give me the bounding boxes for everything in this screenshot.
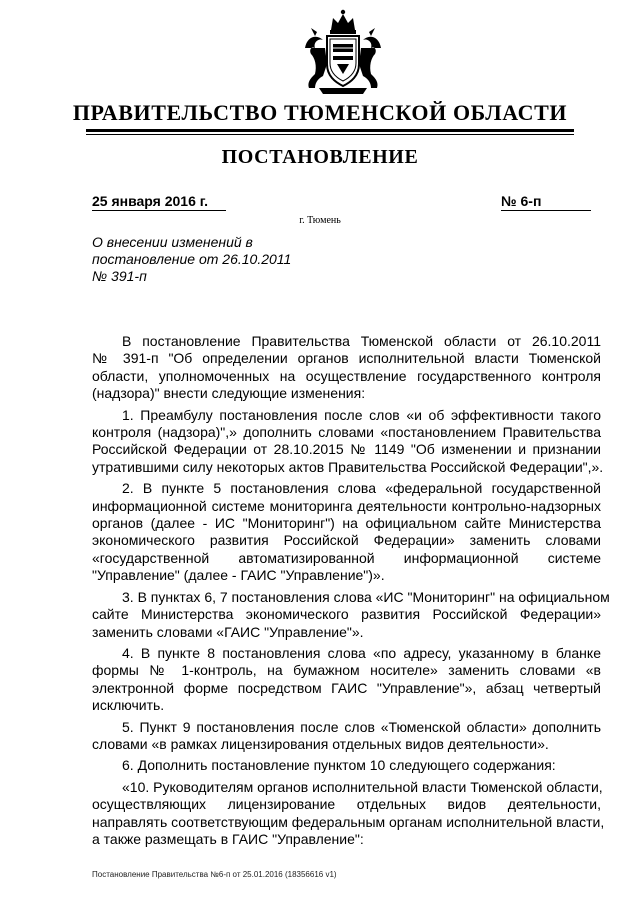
paragraph (92, 719, 601, 754)
paragraph-line: 1. Преамбулу постановления после слов «и об эффективности такого (122, 406, 601, 423)
paragraph-line: направлять соответствующим федеральным органам исполнительной власти, (92, 813, 605, 830)
paragraph-line: области, уполномоченных на осуществление государственного контроля (92, 367, 601, 384)
document-footer: Постановление Правительства №6-п от 25.01.2016 (18356616 v1) (92, 870, 337, 879)
paragraph-line: формы № 1-контроль, на бумажном носителе» заменить словами «в (92, 662, 601, 679)
paragraph (92, 480, 601, 584)
paragraph-line: органов (далее - ИС "Мониторинг") на официальном сайте Министерства (92, 515, 601, 532)
paragraph-line: заменить словами «ГАИС "Управление"». (92, 623, 364, 640)
paragraph-line: № 391-п "Об определении органов исполнительной власти Тюменской (92, 350, 601, 367)
header-rule-thick (86, 129, 574, 132)
paragraph-line: (надзора)" внести следующие изменения: (92, 385, 366, 402)
paragraph-line: «10. Руководителям органов исполнительной власти Тюменской области, (122, 778, 603, 795)
subject-line: О внесении изменений в (92, 234, 253, 250)
paragraph-line: В постановление Правительства Тюменской области от 26.10.2011 (122, 333, 601, 349)
subject-line: № 391-п (92, 268, 147, 284)
paragraph-line: контроля (надзора)",» дополнить словами «постановлением Правительства (92, 424, 601, 441)
document-type: ПОСТАНОВЛЕНИЕ (221, 146, 419, 168)
paragraph-line: исключить. (92, 697, 165, 714)
paragraph-line: утратившими силу некоторых актов Правительства Российской Федерации",». (92, 458, 604, 475)
coat-of-arms-icon (297, 8, 389, 98)
paragraph-line: Российской Федерации от 28.10.2015 № 1149 "Об изменении и признании (92, 441, 601, 458)
header-rule-thin (86, 134, 574, 135)
paragraph-line: осуществляющих лицензирование отдельных видов деятельности, (92, 796, 601, 813)
document-body (92, 333, 610, 848)
paragraph-line: сайте Министерства экономического развития Российской Федерации» (92, 606, 601, 623)
paragraph (92, 333, 601, 403)
document-subject (92, 234, 312, 285)
paragraph (92, 645, 601, 715)
paragraph-line: 2. В пункте 5 постановления слова «федеральной государственной (122, 480, 601, 497)
paragraph (92, 778, 605, 849)
paragraph-line: экономического развития Российской Федерации» заменить словами (92, 532, 601, 549)
paragraph-line: "Управление" (далее - ГАИС "Управление")». (92, 567, 385, 584)
paragraph-line: информационной системе мониторинга деятельности контрольно-надзорных (92, 497, 601, 514)
paragraph-line: 4. В пункте 8 постановления слова «по адресу, указанному в бланке (122, 644, 601, 661)
paragraph (92, 757, 601, 774)
document-number: № 6-п (501, 193, 591, 211)
paragraph-line: 3. В пунктах 6, 7 постановления слова «ИС "Мониторинг" на официальном (122, 588, 610, 605)
paragraph-line: а также размещать в ГАИС "Управление": (92, 830, 364, 847)
document-city: г. Тюмень (299, 215, 341, 226)
paragraph-line: 5. Пункт 9 постановления после слов «Тюменской области» дополнить (122, 718, 601, 735)
paragraph-line: «государственной автоматизированной информационной системе (92, 549, 601, 566)
document-date: 25 января 2016 г. (92, 193, 226, 211)
subject-line: постановление от 26.10.2011 (92, 251, 292, 267)
paragraph (92, 588, 610, 641)
paragraph-line: словами «в рамках лицензирования отдельных видов деятельности». (92, 735, 549, 752)
organization-title: ПРАВИТЕЛЬСТВО ТЮМЕНСКОЙ ОБЛАСТИ (72, 100, 568, 125)
paragraph-line: электронной форме посредством ГАИС "Управление"», абзац четвертый (92, 679, 601, 696)
paragraph (92, 406, 604, 477)
paragraph-line: 6. Дополнить постановление пунктом 10 следующего содержания: (122, 757, 556, 774)
